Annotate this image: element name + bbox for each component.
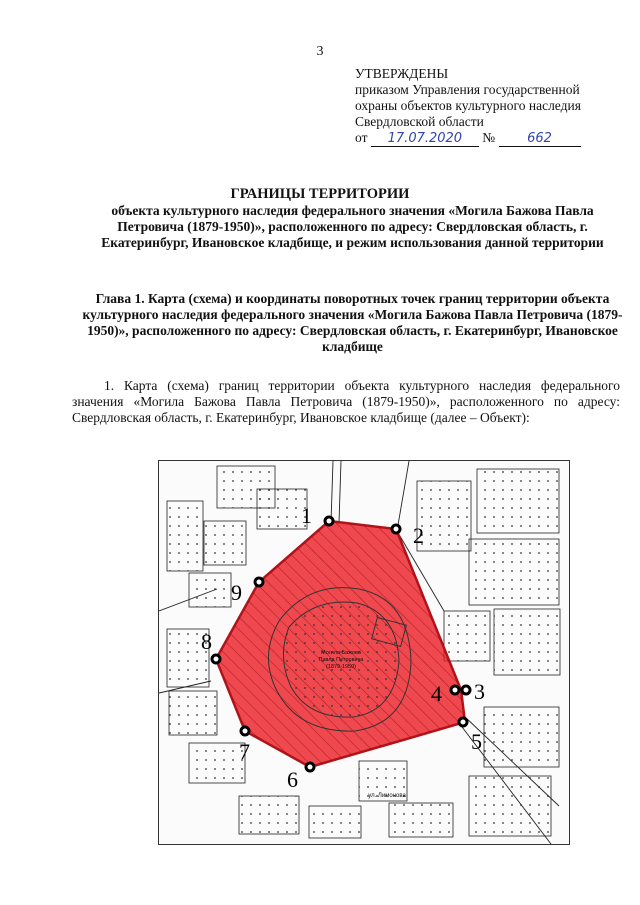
approval-line: приказом Управления государственной bbox=[355, 82, 580, 97]
point-7-marker bbox=[241, 727, 249, 735]
document-subtitle: объекта культурного наследия федерального значения «Могила Бажова Павла Петровича (1879-1950)», расположенного по адресу: Свердловская область, г. Екатеринбург, Ивановское кладбище, и режим использования данной территории bbox=[101, 203, 604, 250]
paragraph-1: 1. Карта (схема) границ территории объекта культурного наследия федерального значения «Могила Бажова Павла Петровича (1879-1950)», расположенного по адресу: Свердловская область, г. Екатеринбург, Ивановское кладбище (далее – Объект): bbox=[72, 378, 620, 425]
point-3-marker bbox=[462, 686, 470, 694]
chapter-title: Глава 1. Карта (схема) и координаты поворотных точек границ территории объекта культурного наследия федерального значения «Могила Бажова Павла Петровича (1879-1950)», расположенного по адресу: Свердловская область, г. Екатеринбург, Ивановское кладбище bbox=[82, 291, 623, 354]
object-label: Могила Бажова bbox=[321, 650, 361, 656]
point-label: 6 bbox=[287, 767, 298, 792]
point-label: 8 bbox=[201, 629, 212, 654]
object-label: Павла Петровича bbox=[318, 657, 364, 663]
point-label: 4 bbox=[431, 681, 442, 706]
date-prefix: от bbox=[355, 130, 368, 145]
page-number: 3 bbox=[316, 44, 324, 59]
point-label: 2 bbox=[413, 523, 424, 548]
number-label: № bbox=[482, 130, 496, 145]
approval-heading: УТВЕРЖДЕНЫ bbox=[355, 66, 449, 81]
point-9-marker bbox=[255, 578, 263, 586]
point-2-marker bbox=[392, 525, 400, 533]
territory-map bbox=[158, 460, 570, 845]
approval-date-line bbox=[355, 130, 581, 147]
point-4-marker bbox=[451, 686, 459, 694]
point-1-marker bbox=[325, 517, 333, 525]
approval-line: Свердловской области bbox=[355, 114, 484, 129]
point-label: 9 bbox=[231, 580, 242, 605]
object-label: (1879-1950) bbox=[326, 664, 356, 670]
map-svg bbox=[159, 461, 569, 844]
point-label: 1 bbox=[301, 503, 312, 528]
approval-line: охраны объектов культурного наследия bbox=[355, 98, 581, 113]
point-5-marker bbox=[459, 718, 467, 726]
point-8-marker bbox=[212, 655, 220, 663]
point-label: 3 bbox=[474, 679, 485, 704]
point-label: 5 bbox=[471, 729, 482, 754]
point-label: 7 bbox=[239, 739, 250, 764]
point-6-marker bbox=[306, 763, 314, 771]
document-title: ГРАНИЦЫ ТЕРРИТОРИИ bbox=[230, 186, 410, 202]
approval-number: 662 bbox=[499, 132, 581, 147]
approval-date: 17.07.2020 bbox=[371, 132, 479, 147]
approval-block bbox=[355, 66, 581, 147]
street-label: ул. Лимонова bbox=[368, 793, 406, 799]
